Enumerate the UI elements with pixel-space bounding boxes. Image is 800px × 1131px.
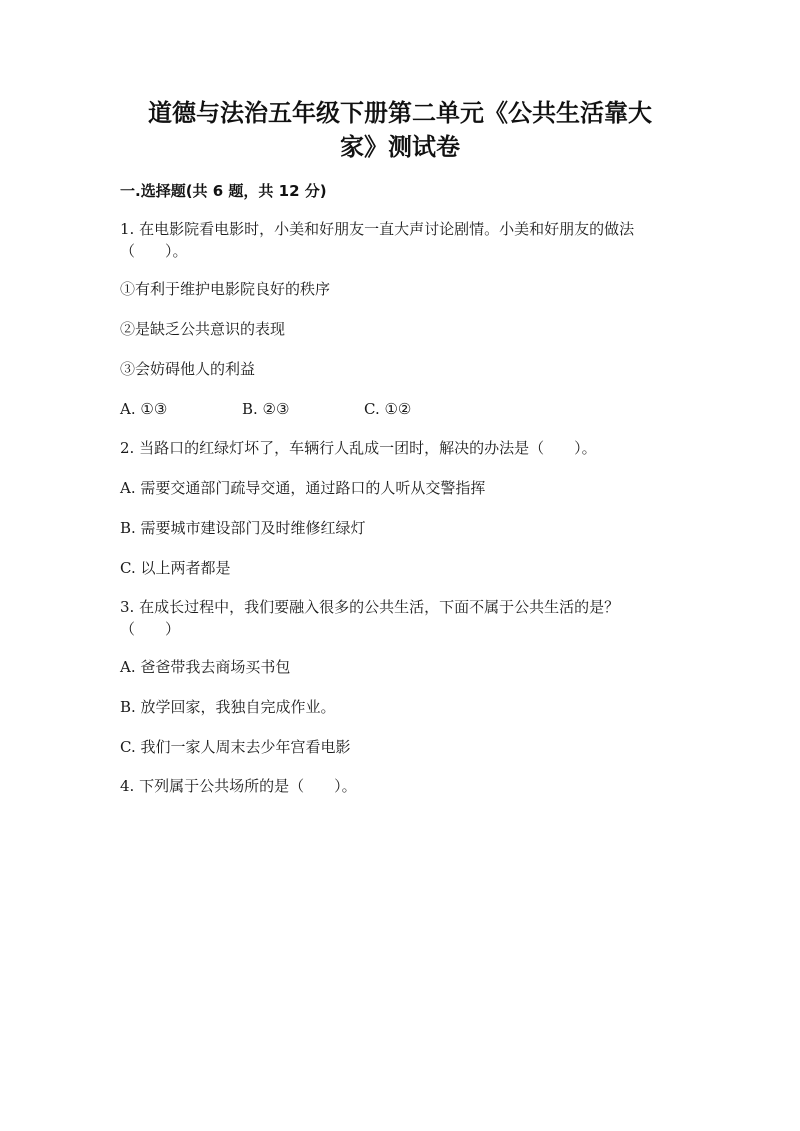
question-2-option-c: C. 以上两者都是 (120, 559, 231, 577)
section-heading: 一.选择题(共 6 题，共 12 分) (120, 182, 327, 200)
question-2-option-b: B. 需要城市建设部门及时维修红绿灯 (120, 519, 366, 537)
question-1-statement-1: ①有利于维护电影院良好的秩序 (120, 280, 331, 298)
question-1-option-c: C. ①② (364, 400, 412, 418)
question-1-stem: 1. 在电影院看电影时，小美和好朋友一直大声讨论剧情。小美和好朋友的做法 (120, 220, 635, 238)
question-2-option-a: A. 需要交通部门疏导交通，通过路口的人听从交警指挥 (120, 479, 486, 497)
question-1-option-a: A. ①③ (120, 400, 168, 418)
page-title-line-1: 道德与法治五年级下册第二单元《公共生活靠大 (148, 99, 652, 127)
question-4-stem: 4. 下列属于公共场所的是（ ）。 (120, 777, 357, 795)
page-title-line-2: 家》测试卷 (340, 133, 460, 161)
question-1-option-b: B. ②③ (242, 400, 290, 418)
question-3-stem: 3. 在成长过程中，我们要融入很多的公共生活，下面不属于公共生活的是？ (120, 598, 620, 616)
question-3-option-c: C. 我们一家人周末去少年宫看电影 (120, 738, 351, 756)
question-1-statement-3: ③会妨碍他人的利益 (120, 360, 256, 378)
question-2-stem: 2. 当路口的红绿灯坏了，车辆行人乱成一团时，解决的办法是（ ）。 (120, 439, 597, 457)
question-1-statement-2: ②是缺乏公共意识的表现 (120, 320, 286, 338)
question-3-blank: （ ） (120, 620, 181, 638)
question-3-option-a: A. 爸爸带我去商场买书包 (120, 658, 291, 676)
question-3-option-b: B. 放学回家，我独自完成作业。 (120, 698, 336, 716)
question-1-blank: （ ）。 (120, 242, 188, 260)
